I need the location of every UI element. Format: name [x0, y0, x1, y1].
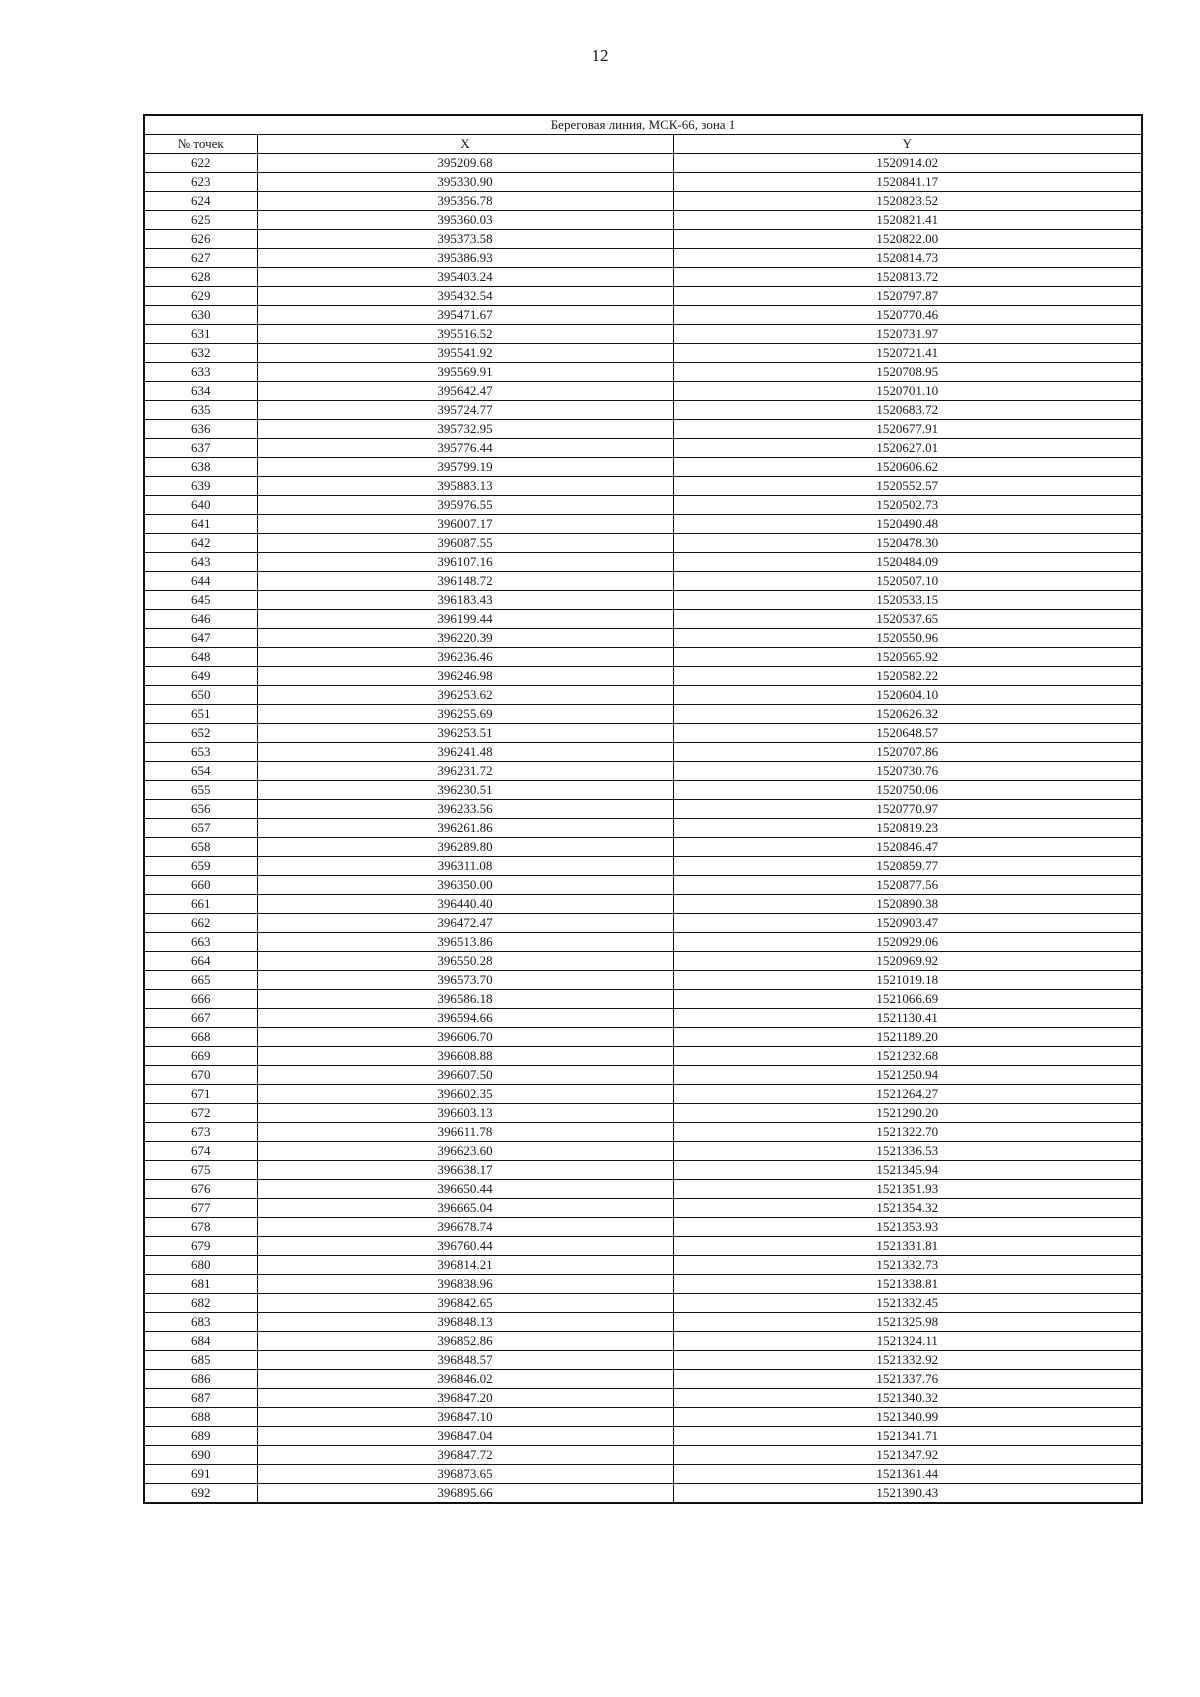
table-row: [144, 971, 1142, 990]
table-row: [144, 1218, 1142, 1237]
x-coordinate-cell: 396678.74: [257, 1218, 673, 1237]
table-row: [144, 1199, 1142, 1218]
y-coordinate-cell: 1520823.52: [673, 192, 1142, 211]
x-coordinate-cell: 396007.17: [257, 515, 673, 534]
point-number-cell: 630: [144, 306, 257, 325]
point-number-cell: 675: [144, 1161, 257, 1180]
y-coordinate-cell: 1521345.94: [673, 1161, 1142, 1180]
x-coordinate-cell: 396440.40: [257, 895, 673, 914]
table-row: [144, 1104, 1142, 1123]
point-number-cell: 653: [144, 743, 257, 762]
point-number-cell: 635: [144, 401, 257, 420]
x-coordinate-cell: 396472.47: [257, 914, 673, 933]
y-coordinate-cell: 1521337.76: [673, 1370, 1142, 1389]
point-number-cell: 633: [144, 363, 257, 382]
point-number-cell: 660: [144, 876, 257, 895]
y-coordinate-cell: 1521331.81: [673, 1237, 1142, 1256]
header-point-number: № точек: [144, 135, 257, 154]
x-coordinate-cell: 396255.69: [257, 705, 673, 724]
table-row: [144, 1484, 1142, 1504]
table-row: [144, 1028, 1142, 1047]
x-coordinate-cell: 395799.19: [257, 458, 673, 477]
y-coordinate-cell: 1521353.93: [673, 1218, 1142, 1237]
x-coordinate-cell: 396289.80: [257, 838, 673, 857]
table-row: [144, 1275, 1142, 1294]
table-row: [144, 344, 1142, 363]
x-coordinate-cell: 395356.78: [257, 192, 673, 211]
y-coordinate-cell: 1520683.72: [673, 401, 1142, 420]
point-number-cell: 634: [144, 382, 257, 401]
point-number-cell: 676: [144, 1180, 257, 1199]
y-coordinate-cell: 1520533.15: [673, 591, 1142, 610]
table-row: [144, 686, 1142, 705]
y-coordinate-cell: 1520707.86: [673, 743, 1142, 762]
point-number-cell: 640: [144, 496, 257, 515]
y-coordinate-cell: 1520821.41: [673, 211, 1142, 230]
point-number-cell: 668: [144, 1028, 257, 1047]
table-row: [144, 211, 1142, 230]
point-number-cell: 666: [144, 990, 257, 1009]
y-coordinate-cell: 1520841.17: [673, 173, 1142, 192]
table-row: [144, 1009, 1142, 1028]
x-coordinate-cell: 396842.65: [257, 1294, 673, 1313]
y-coordinate-cell: 1521332.92: [673, 1351, 1142, 1370]
point-number-cell: 664: [144, 952, 257, 971]
y-coordinate-cell: 1520813.72: [673, 268, 1142, 287]
y-coordinate-cell: 1520478.30: [673, 534, 1142, 553]
point-number-cell: 667: [144, 1009, 257, 1028]
table-row: [144, 1237, 1142, 1256]
y-coordinate-cell: 1520822.00: [673, 230, 1142, 249]
point-number-cell: 639: [144, 477, 257, 496]
point-number-cell: 654: [144, 762, 257, 781]
point-number-cell: 645: [144, 591, 257, 610]
point-number-cell: 669: [144, 1047, 257, 1066]
point-number-cell: 656: [144, 800, 257, 819]
y-coordinate-cell: 1521019.18: [673, 971, 1142, 990]
point-number-cell: 672: [144, 1104, 257, 1123]
y-coordinate-cell: 1521341.71: [673, 1427, 1142, 1446]
table-row: [144, 496, 1142, 515]
point-number-cell: 641: [144, 515, 257, 534]
x-coordinate-cell: 396231.72: [257, 762, 673, 781]
x-coordinate-cell: 396261.86: [257, 819, 673, 838]
x-coordinate-cell: 396183.43: [257, 591, 673, 610]
x-coordinate-cell: 395373.58: [257, 230, 673, 249]
point-number-cell: 685: [144, 1351, 257, 1370]
table-row: [144, 173, 1142, 192]
point-number-cell: 690: [144, 1446, 257, 1465]
point-number-cell: 673: [144, 1123, 257, 1142]
table-row: [144, 800, 1142, 819]
point-number-cell: 658: [144, 838, 257, 857]
table-row: [144, 1256, 1142, 1275]
point-number-cell: 623: [144, 173, 257, 192]
y-coordinate-cell: 1521340.99: [673, 1408, 1142, 1427]
y-coordinate-cell: 1521361.44: [673, 1465, 1142, 1484]
point-number-cell: 628: [144, 268, 257, 287]
x-coordinate-cell: 395642.47: [257, 382, 673, 401]
table-row: [144, 1332, 1142, 1351]
y-coordinate-cell: 1521354.32: [673, 1199, 1142, 1218]
y-coordinate-cell: 1520969.92: [673, 952, 1142, 971]
x-coordinate-cell: 396848.57: [257, 1351, 673, 1370]
point-number-cell: 662: [144, 914, 257, 933]
y-coordinate-cell: 1521338.81: [673, 1275, 1142, 1294]
point-number-cell: 691: [144, 1465, 257, 1484]
x-coordinate-cell: 396253.62: [257, 686, 673, 705]
y-coordinate-cell: 1520502.73: [673, 496, 1142, 515]
table-row: [144, 1370, 1142, 1389]
y-coordinate-cell: 1521332.45: [673, 1294, 1142, 1313]
x-coordinate-cell: 396199.44: [257, 610, 673, 629]
x-coordinate-cell: 395516.52: [257, 325, 673, 344]
table-row: [144, 1161, 1142, 1180]
y-coordinate-cell: 1520814.73: [673, 249, 1142, 268]
y-coordinate-cell: 1520929.06: [673, 933, 1142, 952]
x-coordinate-cell: 396846.02: [257, 1370, 673, 1389]
table-title: Береговая линия, МСК-66, зона 1: [144, 115, 1142, 135]
x-coordinate-cell: 395976.55: [257, 496, 673, 515]
x-coordinate-cell: 396573.70: [257, 971, 673, 990]
point-number-cell: 642: [144, 534, 257, 553]
x-coordinate-cell: 396513.86: [257, 933, 673, 952]
x-coordinate-cell: 396253.51: [257, 724, 673, 743]
table-row: [144, 363, 1142, 382]
table-row: [144, 762, 1142, 781]
table-row: [144, 1465, 1142, 1484]
x-coordinate-cell: 396107.16: [257, 553, 673, 572]
y-coordinate-cell: 1520819.23: [673, 819, 1142, 838]
table-row: [144, 648, 1142, 667]
point-number-cell: 659: [144, 857, 257, 876]
y-coordinate-cell: 1521322.70: [673, 1123, 1142, 1142]
point-number-cell: 679: [144, 1237, 257, 1256]
x-coordinate-cell: 396603.13: [257, 1104, 673, 1123]
x-coordinate-cell: 395569.91: [257, 363, 673, 382]
point-number-cell: 644: [144, 572, 257, 591]
table-row: [144, 895, 1142, 914]
y-coordinate-cell: 1520701.10: [673, 382, 1142, 401]
y-coordinate-cell: 1520626.32: [673, 705, 1142, 724]
table-row: [144, 192, 1142, 211]
y-coordinate-cell: 1520770.46: [673, 306, 1142, 325]
table-row: [144, 705, 1142, 724]
table-row: [144, 553, 1142, 572]
y-coordinate-cell: 1520731.97: [673, 325, 1142, 344]
point-number-cell: 646: [144, 610, 257, 629]
header-y: Y: [673, 135, 1142, 154]
point-number-cell: 651: [144, 705, 257, 724]
table-row: [144, 1408, 1142, 1427]
x-coordinate-cell: 396233.56: [257, 800, 673, 819]
point-number-cell: 625: [144, 211, 257, 230]
point-number-cell: 648: [144, 648, 257, 667]
table-row: [144, 287, 1142, 306]
table-row: [144, 1123, 1142, 1142]
y-coordinate-cell: 1520890.38: [673, 895, 1142, 914]
table-row: [144, 325, 1142, 344]
table-row: [144, 743, 1142, 762]
x-coordinate-cell: 396606.70: [257, 1028, 673, 1047]
table-row: [144, 401, 1142, 420]
y-coordinate-cell: 1521130.41: [673, 1009, 1142, 1028]
x-coordinate-cell: 396607.50: [257, 1066, 673, 1085]
point-number-cell: 682: [144, 1294, 257, 1313]
x-coordinate-cell: 396148.72: [257, 572, 673, 591]
x-coordinate-cell: 396311.08: [257, 857, 673, 876]
point-number-cell: 692: [144, 1484, 257, 1504]
y-coordinate-cell: 1521189.20: [673, 1028, 1142, 1047]
x-coordinate-cell: 395403.24: [257, 268, 673, 287]
x-coordinate-cell: 396665.04: [257, 1199, 673, 1218]
x-coordinate-cell: 395471.67: [257, 306, 673, 325]
x-coordinate-cell: 396586.18: [257, 990, 673, 1009]
x-coordinate-cell: 396847.20: [257, 1389, 673, 1408]
y-coordinate-cell: 1520750.06: [673, 781, 1142, 800]
point-number-cell: 670: [144, 1066, 257, 1085]
table-row: [144, 230, 1142, 249]
y-coordinate-cell: 1520903.47: [673, 914, 1142, 933]
x-coordinate-cell: 396838.96: [257, 1275, 673, 1294]
y-coordinate-cell: 1520846.47: [673, 838, 1142, 857]
point-number-cell: 686: [144, 1370, 257, 1389]
table-row: [144, 1066, 1142, 1085]
table-row: [144, 591, 1142, 610]
point-number-cell: 687: [144, 1389, 257, 1408]
table-row: [144, 629, 1142, 648]
x-coordinate-cell: 396852.86: [257, 1332, 673, 1351]
point-number-cell: 622: [144, 154, 257, 173]
table-row: [144, 1351, 1142, 1370]
table-row: [144, 610, 1142, 629]
x-coordinate-cell: 396623.60: [257, 1142, 673, 1161]
page-number: 12: [591, 46, 609, 65]
table-row: [144, 515, 1142, 534]
y-coordinate-cell: 1520550.96: [673, 629, 1142, 648]
y-coordinate-cell: 1521066.69: [673, 990, 1142, 1009]
y-coordinate-cell: 1521351.93: [673, 1180, 1142, 1199]
table-row: [144, 1389, 1142, 1408]
table-row: [144, 1446, 1142, 1465]
x-coordinate-cell: 396246.98: [257, 667, 673, 686]
point-number-cell: 638: [144, 458, 257, 477]
x-coordinate-cell: 396350.00: [257, 876, 673, 895]
y-coordinate-cell: 1521325.98: [673, 1313, 1142, 1332]
point-number-cell: 678: [144, 1218, 257, 1237]
point-number-cell: 665: [144, 971, 257, 990]
x-coordinate-cell: 396236.46: [257, 648, 673, 667]
x-coordinate-cell: 395541.92: [257, 344, 673, 363]
point-number-cell: 674: [144, 1142, 257, 1161]
point-number-cell: 684: [144, 1332, 257, 1351]
point-number-cell: 643: [144, 553, 257, 572]
point-number-cell: 689: [144, 1427, 257, 1446]
header-x: X: [257, 135, 673, 154]
point-number-cell: 661: [144, 895, 257, 914]
point-number-cell: 624: [144, 192, 257, 211]
y-coordinate-cell: 1521290.20: [673, 1104, 1142, 1123]
point-number-cell: 657: [144, 819, 257, 838]
table-row: [144, 819, 1142, 838]
point-number-cell: 677: [144, 1199, 257, 1218]
y-coordinate-cell: 1520708.95: [673, 363, 1142, 382]
x-coordinate-cell: 396847.10: [257, 1408, 673, 1427]
y-coordinate-cell: 1520797.87: [673, 287, 1142, 306]
y-coordinate-cell: 1520914.02: [673, 154, 1142, 173]
table-row: [144, 1085, 1142, 1104]
table-row: [144, 933, 1142, 952]
x-coordinate-cell: 396650.44: [257, 1180, 673, 1199]
table-row: [144, 838, 1142, 857]
y-coordinate-cell: 1521336.53: [673, 1142, 1142, 1161]
y-coordinate-cell: 1520582.22: [673, 667, 1142, 686]
table-row: [144, 914, 1142, 933]
table-row: [144, 724, 1142, 743]
y-coordinate-cell: 1520537.65: [673, 610, 1142, 629]
y-coordinate-cell: 1521340.32: [673, 1389, 1142, 1408]
y-coordinate-cell: 1520490.48: [673, 515, 1142, 534]
table-row: [144, 857, 1142, 876]
y-coordinate-cell: 1521250.94: [673, 1066, 1142, 1085]
x-coordinate-cell: 396594.66: [257, 1009, 673, 1028]
point-number-cell: 627: [144, 249, 257, 268]
y-coordinate-cell: 1520484.09: [673, 553, 1142, 572]
table-row: [144, 154, 1142, 173]
point-number-cell: 683: [144, 1313, 257, 1332]
y-coordinate-cell: 1520730.76: [673, 762, 1142, 781]
point-number-cell: 650: [144, 686, 257, 705]
point-number-cell: 649: [144, 667, 257, 686]
table-row: [144, 1313, 1142, 1332]
table-row: [144, 1294, 1142, 1313]
table-row: [144, 249, 1142, 268]
coordinates-table: [143, 114, 1143, 1504]
y-coordinate-cell: 1521232.68: [673, 1047, 1142, 1066]
point-number-cell: 688: [144, 1408, 257, 1427]
y-coordinate-cell: 1520552.57: [673, 477, 1142, 496]
y-coordinate-cell: 1520721.41: [673, 344, 1142, 363]
point-number-cell: 636: [144, 420, 257, 439]
point-number-cell: 626: [144, 230, 257, 249]
y-coordinate-cell: 1520565.92: [673, 648, 1142, 667]
x-coordinate-cell: 395732.95: [257, 420, 673, 439]
y-coordinate-cell: 1521264.27: [673, 1085, 1142, 1104]
x-coordinate-cell: 396760.44: [257, 1237, 673, 1256]
table-body: [144, 154, 1142, 1504]
table-row: [144, 439, 1142, 458]
point-number-cell: 671: [144, 1085, 257, 1104]
y-coordinate-cell: 1520677.91: [673, 420, 1142, 439]
x-coordinate-cell: 395386.93: [257, 249, 673, 268]
table-row: [144, 1427, 1142, 1446]
x-coordinate-cell: 395883.13: [257, 477, 673, 496]
y-coordinate-cell: 1521347.92: [673, 1446, 1142, 1465]
point-number-cell: 632: [144, 344, 257, 363]
x-coordinate-cell: 396550.28: [257, 952, 673, 971]
table-row: [144, 458, 1142, 477]
point-number-cell: 629: [144, 287, 257, 306]
x-coordinate-cell: 395209.68: [257, 154, 673, 173]
y-coordinate-cell: 1520648.57: [673, 724, 1142, 743]
y-coordinate-cell: 1520877.56: [673, 876, 1142, 895]
x-coordinate-cell: 396611.78: [257, 1123, 673, 1142]
y-coordinate-cell: 1520770.97: [673, 800, 1142, 819]
y-coordinate-cell: 1521390.43: [673, 1484, 1142, 1504]
x-coordinate-cell: 395724.77: [257, 401, 673, 420]
table-row: [144, 382, 1142, 401]
y-coordinate-cell: 1520606.62: [673, 458, 1142, 477]
table-row: [144, 952, 1142, 971]
x-coordinate-cell: 395330.90: [257, 173, 673, 192]
table-row: [144, 477, 1142, 496]
table-row: [144, 1142, 1142, 1161]
x-coordinate-cell: 396608.88: [257, 1047, 673, 1066]
point-number-cell: 655: [144, 781, 257, 800]
x-coordinate-cell: 396087.55: [257, 534, 673, 553]
table-row: [144, 1180, 1142, 1199]
x-coordinate-cell: 396241.48: [257, 743, 673, 762]
point-number-cell: 681: [144, 1275, 257, 1294]
x-coordinate-cell: 396873.65: [257, 1465, 673, 1484]
table-row: [144, 306, 1142, 325]
point-number-cell: 631: [144, 325, 257, 344]
x-coordinate-cell: 396602.35: [257, 1085, 673, 1104]
x-coordinate-cell: 396230.51: [257, 781, 673, 800]
table-row: [144, 534, 1142, 553]
x-coordinate-cell: 396895.66: [257, 1484, 673, 1504]
table-row: [144, 572, 1142, 591]
point-number-cell: 663: [144, 933, 257, 952]
x-coordinate-cell: 396847.72: [257, 1446, 673, 1465]
table-row: [144, 781, 1142, 800]
point-number-cell: 647: [144, 629, 257, 648]
y-coordinate-cell: 1520507.10: [673, 572, 1142, 591]
x-coordinate-cell: 395360.03: [257, 211, 673, 230]
y-coordinate-cell: 1520859.77: [673, 857, 1142, 876]
x-coordinate-cell: 395776.44: [257, 439, 673, 458]
x-coordinate-cell: 395432.54: [257, 287, 673, 306]
table-row: [144, 990, 1142, 1009]
point-number-cell: 652: [144, 724, 257, 743]
table-row: [144, 1047, 1142, 1066]
x-coordinate-cell: 396220.39: [257, 629, 673, 648]
y-coordinate-cell: 1521324.11: [673, 1332, 1142, 1351]
table-row: [144, 876, 1142, 895]
x-coordinate-cell: 396814.21: [257, 1256, 673, 1275]
table-row: [144, 268, 1142, 287]
y-coordinate-cell: 1521332.73: [673, 1256, 1142, 1275]
table-row: [144, 667, 1142, 686]
x-coordinate-cell: 396848.13: [257, 1313, 673, 1332]
y-coordinate-cell: 1520604.10: [673, 686, 1142, 705]
point-number-cell: 680: [144, 1256, 257, 1275]
table-row: [144, 420, 1142, 439]
x-coordinate-cell: 396638.17: [257, 1161, 673, 1180]
y-coordinate-cell: 1520627.01: [673, 439, 1142, 458]
x-coordinate-cell: 396847.04: [257, 1427, 673, 1446]
point-number-cell: 637: [144, 439, 257, 458]
